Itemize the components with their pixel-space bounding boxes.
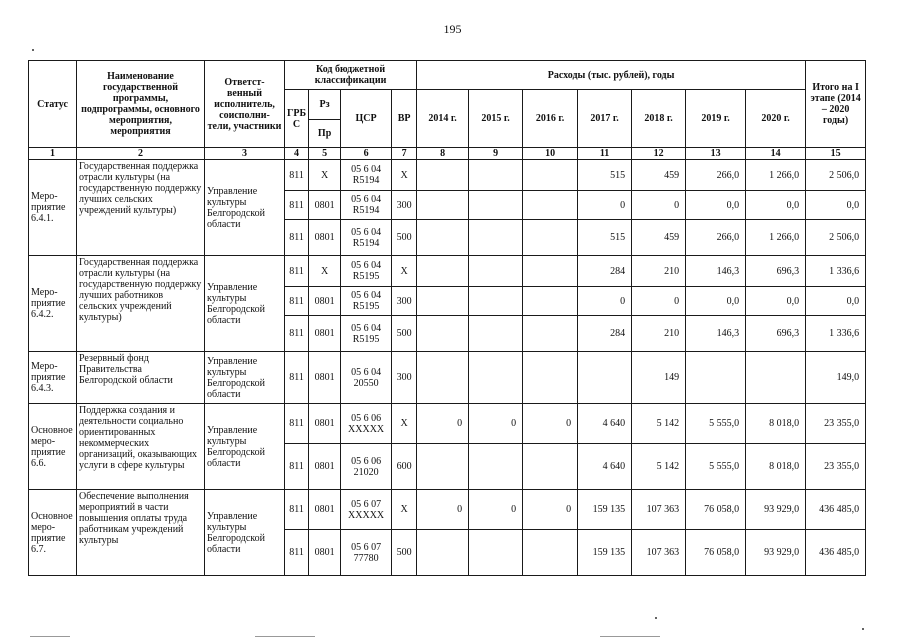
executor-cell: Управление культуры Белгородской области	[205, 352, 285, 404]
scan-line	[600, 636, 660, 637]
vr-cell: 600	[392, 444, 417, 490]
y2020-cell: 93 929,0	[746, 490, 806, 530]
column-number: 13	[686, 148, 746, 160]
y2016-cell	[523, 316, 578, 352]
csr-cell: 05 6 04 R5195	[341, 316, 392, 352]
y2018-cell: 149	[632, 352, 686, 404]
y2018-cell: 0	[632, 191, 686, 220]
y2017-cell: 284	[578, 316, 632, 352]
y2014-cell	[417, 444, 469, 490]
column-number: 12	[632, 148, 686, 160]
header-year-2016: 2016 г.	[523, 90, 578, 148]
y2014-cell	[417, 191, 469, 220]
y2018-cell: 459	[632, 220, 686, 256]
grbs-cell: 811	[285, 444, 309, 490]
column-number: 1	[29, 148, 77, 160]
y2017-cell	[578, 352, 632, 404]
header-year-2019: 2019 г.	[686, 90, 746, 148]
y2015-cell	[469, 160, 523, 191]
rzpr-cell: Х	[309, 256, 341, 287]
y2014-cell	[417, 287, 469, 316]
y2017-cell: 0	[578, 191, 632, 220]
vr-cell: Х	[392, 256, 417, 287]
y2017-cell: 284	[578, 256, 632, 287]
y2015-cell	[469, 287, 523, 316]
y2015-cell	[469, 220, 523, 256]
executor-cell: Управление культуры Белгородской области	[205, 490, 285, 576]
grbs-cell: 811	[285, 287, 309, 316]
vr-cell: 300	[392, 287, 417, 316]
grbs-cell: 811	[285, 404, 309, 444]
y2019-cell: 5 555,0	[686, 404, 746, 444]
rzpr-cell: 0801	[309, 444, 341, 490]
y2019-cell: 0,0	[686, 287, 746, 316]
grbs-cell: 811	[285, 220, 309, 256]
table-row	[29, 352, 866, 404]
scan-line	[30, 636, 70, 637]
column-number: 10	[523, 148, 578, 160]
executor-cell: Управление культуры Белгородской области	[205, 256, 285, 352]
y2019-cell: 0,0	[686, 191, 746, 220]
csr-cell: 05 6 04 20550	[341, 352, 392, 404]
table-row	[29, 404, 866, 444]
column-number: 2	[77, 148, 205, 160]
csr-cell: 05 6 07 77780	[341, 530, 392, 576]
y2016-cell	[523, 444, 578, 490]
total-cell: 23 355,0	[806, 404, 866, 444]
scan-line	[255, 636, 315, 637]
column-number: 4	[285, 148, 309, 160]
status-cell: Меро- приятие 6.4.1.	[29, 160, 77, 256]
y2018-cell: 5 142	[632, 444, 686, 490]
y2015-cell	[469, 191, 523, 220]
scan-speck	[862, 628, 864, 630]
grbs-cell: 811	[285, 256, 309, 287]
rzpr-cell: 0801	[309, 404, 341, 444]
csr-cell: 05 6 04 R5195	[341, 287, 392, 316]
column-number: 15	[806, 148, 866, 160]
y2020-cell	[746, 352, 806, 404]
vr-cell: 300	[392, 191, 417, 220]
rzpr-cell: 0801	[309, 287, 341, 316]
rzpr-cell: 0801	[309, 316, 341, 352]
total-cell: 23 355,0	[806, 444, 866, 490]
grbs-cell: 811	[285, 191, 309, 220]
total-cell: 2 506,0	[806, 220, 866, 256]
header-year-2020: 2020 г.	[746, 90, 806, 148]
status-cell: Основное меро- приятие 6.7.	[29, 490, 77, 576]
scan-speck	[32, 49, 34, 51]
y2019-cell: 146,3	[686, 316, 746, 352]
y2016-cell: 0	[523, 404, 578, 444]
name-cell: Поддержка создания и деятельности социально ориентированных некоммерческих организаций, оказывающих услуги в сфере культуры	[77, 404, 205, 490]
header-pr: Пр	[309, 120, 341, 148]
y2020-cell: 8 018,0	[746, 444, 806, 490]
header-grbs: ГРБ С	[285, 90, 309, 148]
y2020-cell: 0,0	[746, 191, 806, 220]
csr-cell: 05 6 04 R5195	[341, 256, 392, 287]
status-cell: Меро- приятие 6.4.2.	[29, 256, 77, 352]
page-number: 195	[443, 22, 462, 36]
csr-cell: 05 6 06 ХХХХХ	[341, 404, 392, 444]
column-number: 3	[205, 148, 285, 160]
y2019-cell: 146,3	[686, 256, 746, 287]
total-cell: 2 506,0	[806, 160, 866, 191]
header-executor: Ответст- венный исполнитель, соисполни- тели, участники	[205, 61, 285, 148]
y2020-cell: 0,0	[746, 287, 806, 316]
y2017-cell: 4 640	[578, 444, 632, 490]
header-year-2014: 2014 г.	[417, 90, 469, 148]
y2020-cell: 696,3	[746, 316, 806, 352]
y2016-cell	[523, 220, 578, 256]
grbs-cell: 811	[285, 352, 309, 404]
y2014-cell: 0	[417, 404, 469, 444]
csr-cell: 05 6 06 21020	[341, 444, 392, 490]
y2016-cell	[523, 160, 578, 191]
rzpr-cell: 0801	[309, 220, 341, 256]
name-cell: Государственная поддержка отрасли культуры (на государственную поддержку лучших работников сельских учреждений культуры)	[77, 256, 205, 352]
y2014-cell: 0	[417, 490, 469, 530]
y2016-cell	[523, 287, 578, 316]
y2018-cell: 107 363	[632, 490, 686, 530]
y2015-cell	[469, 444, 523, 490]
header-year-2018: 2018 г.	[632, 90, 686, 148]
status-cell: Меро- приятие 6.4.3.	[29, 352, 77, 404]
y2015-cell: 0	[469, 490, 523, 530]
total-cell: 1 336,6	[806, 316, 866, 352]
header-year-2017: 2017 г.	[578, 90, 632, 148]
y2015-cell	[469, 256, 523, 287]
csr-cell: 05 6 04 R5194	[341, 160, 392, 191]
y2020-cell: 93 929,0	[746, 530, 806, 576]
y2018-cell: 0	[632, 287, 686, 316]
total-cell: 0,0	[806, 191, 866, 220]
column-number: 5	[309, 148, 341, 160]
y2020-cell: 1 266,0	[746, 160, 806, 191]
y2015-cell	[469, 530, 523, 576]
y2019-cell: 266,0	[686, 160, 746, 191]
header-name: Наименование государственной программы, подпрограммы, основного мероприятия, мероприятия	[77, 61, 205, 148]
header-expenses: Расходы (тыс. рублей), годы	[417, 61, 806, 90]
y2016-cell	[523, 256, 578, 287]
y2018-cell: 210	[632, 256, 686, 287]
rzpr-cell: Х	[309, 160, 341, 191]
column-number: 9	[469, 148, 523, 160]
name-cell: Обеспечение выполнения мероприятий в части повышения оплаты труда работникам учреждений культуры	[77, 490, 205, 576]
y2014-cell	[417, 160, 469, 191]
header-total: Итого на I этапе (2014 – 2020 годы)	[806, 61, 866, 148]
y2016-cell	[523, 530, 578, 576]
vr-cell: Х	[392, 490, 417, 530]
y2019-cell: 76 058,0	[686, 490, 746, 530]
table-row	[29, 490, 866, 530]
y2017-cell: 159 135	[578, 490, 632, 530]
vr-cell: 500	[392, 530, 417, 576]
y2016-cell	[523, 352, 578, 404]
y2016-cell: 0	[523, 490, 578, 530]
total-cell: 1 336,6	[806, 256, 866, 287]
y2018-cell: 210	[632, 316, 686, 352]
csr-cell: 05 6 07 ХХХХХ	[341, 490, 392, 530]
total-cell: 436 485,0	[806, 530, 866, 576]
rzpr-cell: 0801	[309, 191, 341, 220]
total-cell: 0,0	[806, 287, 866, 316]
rzpr-cell: 0801	[309, 352, 341, 404]
header-rz: Рз	[309, 90, 341, 120]
csr-cell: 05 6 04 R5194	[341, 191, 392, 220]
column-number: 7	[392, 148, 417, 160]
executor-cell: Управление культуры Белгородской области	[205, 404, 285, 490]
y2018-cell: 107 363	[632, 530, 686, 576]
rzpr-cell: 0801	[309, 530, 341, 576]
column-number: 6	[341, 148, 392, 160]
y2017-cell: 515	[578, 160, 632, 191]
y2017-cell: 159 135	[578, 530, 632, 576]
grbs-cell: 811	[285, 160, 309, 191]
y2020-cell: 1 266,0	[746, 220, 806, 256]
y2014-cell	[417, 220, 469, 256]
y2020-cell: 696,3	[746, 256, 806, 287]
header-vr: ВР	[392, 90, 417, 148]
y2018-cell: 459	[632, 160, 686, 191]
table-row	[29, 160, 866, 191]
budget-table	[28, 60, 866, 576]
y2019-cell: 5 555,0	[686, 444, 746, 490]
vr-cell: 500	[392, 316, 417, 352]
y2014-cell	[417, 256, 469, 287]
name-cell: Резервный фонд Правительства Белгородской области	[77, 352, 205, 404]
y2014-cell	[417, 316, 469, 352]
y2018-cell: 5 142	[632, 404, 686, 444]
header-status: Статус	[29, 61, 77, 148]
scan-speck	[655, 617, 657, 619]
y2015-cell: 0	[469, 404, 523, 444]
status-cell: Основное меро- приятие 6.6.	[29, 404, 77, 490]
executor-cell: Управление культуры Белгородской области	[205, 160, 285, 256]
header-row-1	[29, 61, 866, 90]
total-cell: 436 485,0	[806, 490, 866, 530]
header-budget-code: Код бюджетной классификации	[285, 61, 417, 90]
column-number: 14	[746, 148, 806, 160]
header-year-2015: 2015 г.	[469, 90, 523, 148]
vr-cell: 500	[392, 220, 417, 256]
grbs-cell: 811	[285, 490, 309, 530]
y2017-cell: 4 640	[578, 404, 632, 444]
header-csr: ЦСР	[341, 90, 392, 148]
name-cell: Государственная поддержка отрасли культуры (на государственную поддержку лучших сельских учреждений культуры)	[77, 160, 205, 256]
y2014-cell	[417, 530, 469, 576]
y2017-cell: 0	[578, 287, 632, 316]
y2015-cell	[469, 316, 523, 352]
y2016-cell	[523, 191, 578, 220]
csr-cell: 05 6 04 R5194	[341, 220, 392, 256]
vr-cell: 300	[392, 352, 417, 404]
column-number-row	[29, 148, 866, 160]
column-number: 8	[417, 148, 469, 160]
y2015-cell	[469, 352, 523, 404]
y2019-cell: 266,0	[686, 220, 746, 256]
vr-cell: Х	[392, 404, 417, 444]
y2014-cell	[417, 352, 469, 404]
y2019-cell: 76 058,0	[686, 530, 746, 576]
grbs-cell: 811	[285, 316, 309, 352]
vr-cell: Х	[392, 160, 417, 191]
y2019-cell	[686, 352, 746, 404]
y2017-cell: 515	[578, 220, 632, 256]
grbs-cell: 811	[285, 530, 309, 576]
column-number: 11	[578, 148, 632, 160]
rzpr-cell: 0801	[309, 490, 341, 530]
y2020-cell: 8 018,0	[746, 404, 806, 444]
total-cell: 149,0	[806, 352, 866, 404]
table-row	[29, 256, 866, 287]
